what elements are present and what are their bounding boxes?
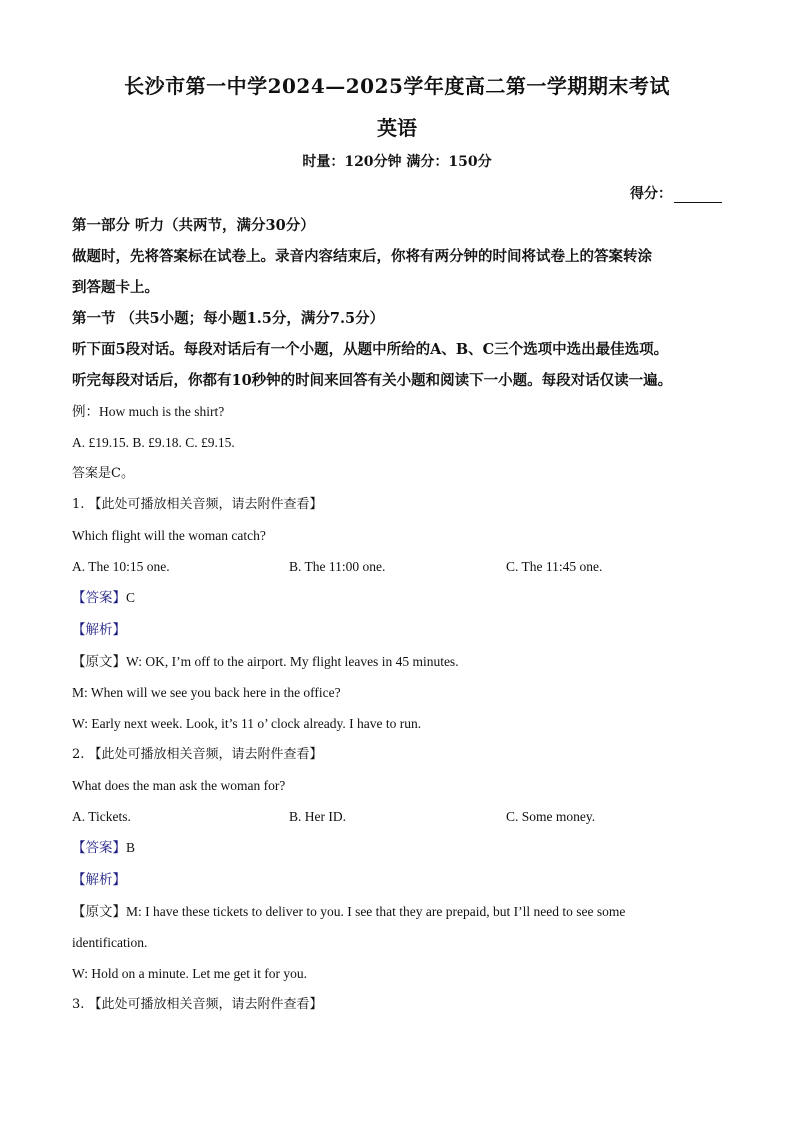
- score-field: [630, 183, 722, 203]
- q2-analysis-line: [72, 864, 734, 896]
- part1-heading: 第一部分 听力（共两节，满分30分）: [72, 217, 315, 234]
- section1-instruction-2: 听完每段对话后，你都有10秒钟的时间来回答有关小题和阅读下一小题。每段对话仅读一遍。: [72, 372, 673, 389]
- q1-answer: C: [126, 590, 136, 605]
- q1-option-c: C. The 11:45 one.: [506, 559, 603, 574]
- exam-title: 长沙市第一中学2024—2025学年度高二第一学期期末考试: [124, 74, 670, 98]
- example-answer: 答案是C。: [72, 466, 134, 481]
- q2-question: What does the man ask the woman for?: [72, 778, 286, 793]
- q1-prompt[interactable]: 1. 【此处可播放相关音频，请去附件查看】: [72, 497, 323, 512]
- q1-option-a: A. The 10:15 one.: [72, 559, 170, 574]
- q2-transcript-1: 【原文】M: I have these tickets to deliver to you. I see that they are prepaid, but I’ll need to see some: [72, 904, 626, 919]
- part1-instruction-2: 到答题卡上。: [72, 279, 159, 296]
- example-question: 例：How much is the shirt?: [72, 404, 225, 419]
- q1-options: [72, 551, 734, 582]
- q2-prompt[interactable]: 2. 【此处可播放相关音频，请去附件查看】: [72, 747, 323, 762]
- exam-meta: 时量：120分钟 满分：150分: [302, 154, 492, 170]
- q2-option-a: A. Tickets.: [72, 809, 131, 824]
- q3-prompt[interactable]: 3. 【此处可播放相关音频，请去附件查看】: [72, 997, 323, 1012]
- exam-content: [72, 210, 734, 1020]
- q2-answer-tag: 【答案】: [72, 840, 126, 856]
- q2-answer-line: [72, 832, 734, 864]
- q2-option-b: B. Her ID.: [289, 809, 346, 824]
- part1-instruction-1: 做题时，先将答案标在试卷上。录音内容结束后，你将有两分钟的时间将试卷上的答案转涂: [72, 248, 652, 265]
- q1-option-b: B. The 11:00 one.: [289, 559, 386, 574]
- q2-answer: B: [126, 840, 136, 855]
- q1-answer-line: [72, 582, 734, 614]
- q2-transcript-2: identification.: [72, 935, 148, 950]
- q1-transcript-3: W: Early next week. Look, it’s 11 o’ clock already. I have to run.: [72, 716, 422, 731]
- q1-question: Which flight will the woman catch?: [72, 528, 266, 543]
- q2-transcript-3: W: Hold on a minute. Let me get it for you.: [72, 966, 307, 981]
- score-blank[interactable]: [674, 188, 722, 203]
- q2-option-c: C. Some money.: [506, 809, 596, 824]
- example-options: A. £19.15. B. £9.18. C. £9.15.: [72, 435, 235, 450]
- q1-analysis-line: [72, 614, 734, 646]
- q2-analysis-tag: 【解析】: [72, 872, 126, 888]
- q2-options: [72, 801, 734, 832]
- q1-transcript-2: M: When will we see you back here in the office?: [72, 685, 341, 700]
- q1-transcript-1: 【原文】W: OK, I’m off to the airport. My flight leaves in 45 minutes.: [72, 654, 459, 669]
- section1-instruction-1: 听下面5段对话。每段对话后有一个小题，从题中所给的A、B、C三个选项中选出最佳选项。: [72, 341, 669, 358]
- q1-answer-tag: 【答案】: [72, 590, 126, 606]
- q1-analysis-tag: 【解析】: [72, 622, 126, 638]
- exam-subject: 英语: [377, 116, 417, 140]
- score-label: 得分：: [630, 186, 672, 202]
- section1-heading: 第一节 （共5小题；每小题1.5分，满分7.5分）: [72, 310, 385, 327]
